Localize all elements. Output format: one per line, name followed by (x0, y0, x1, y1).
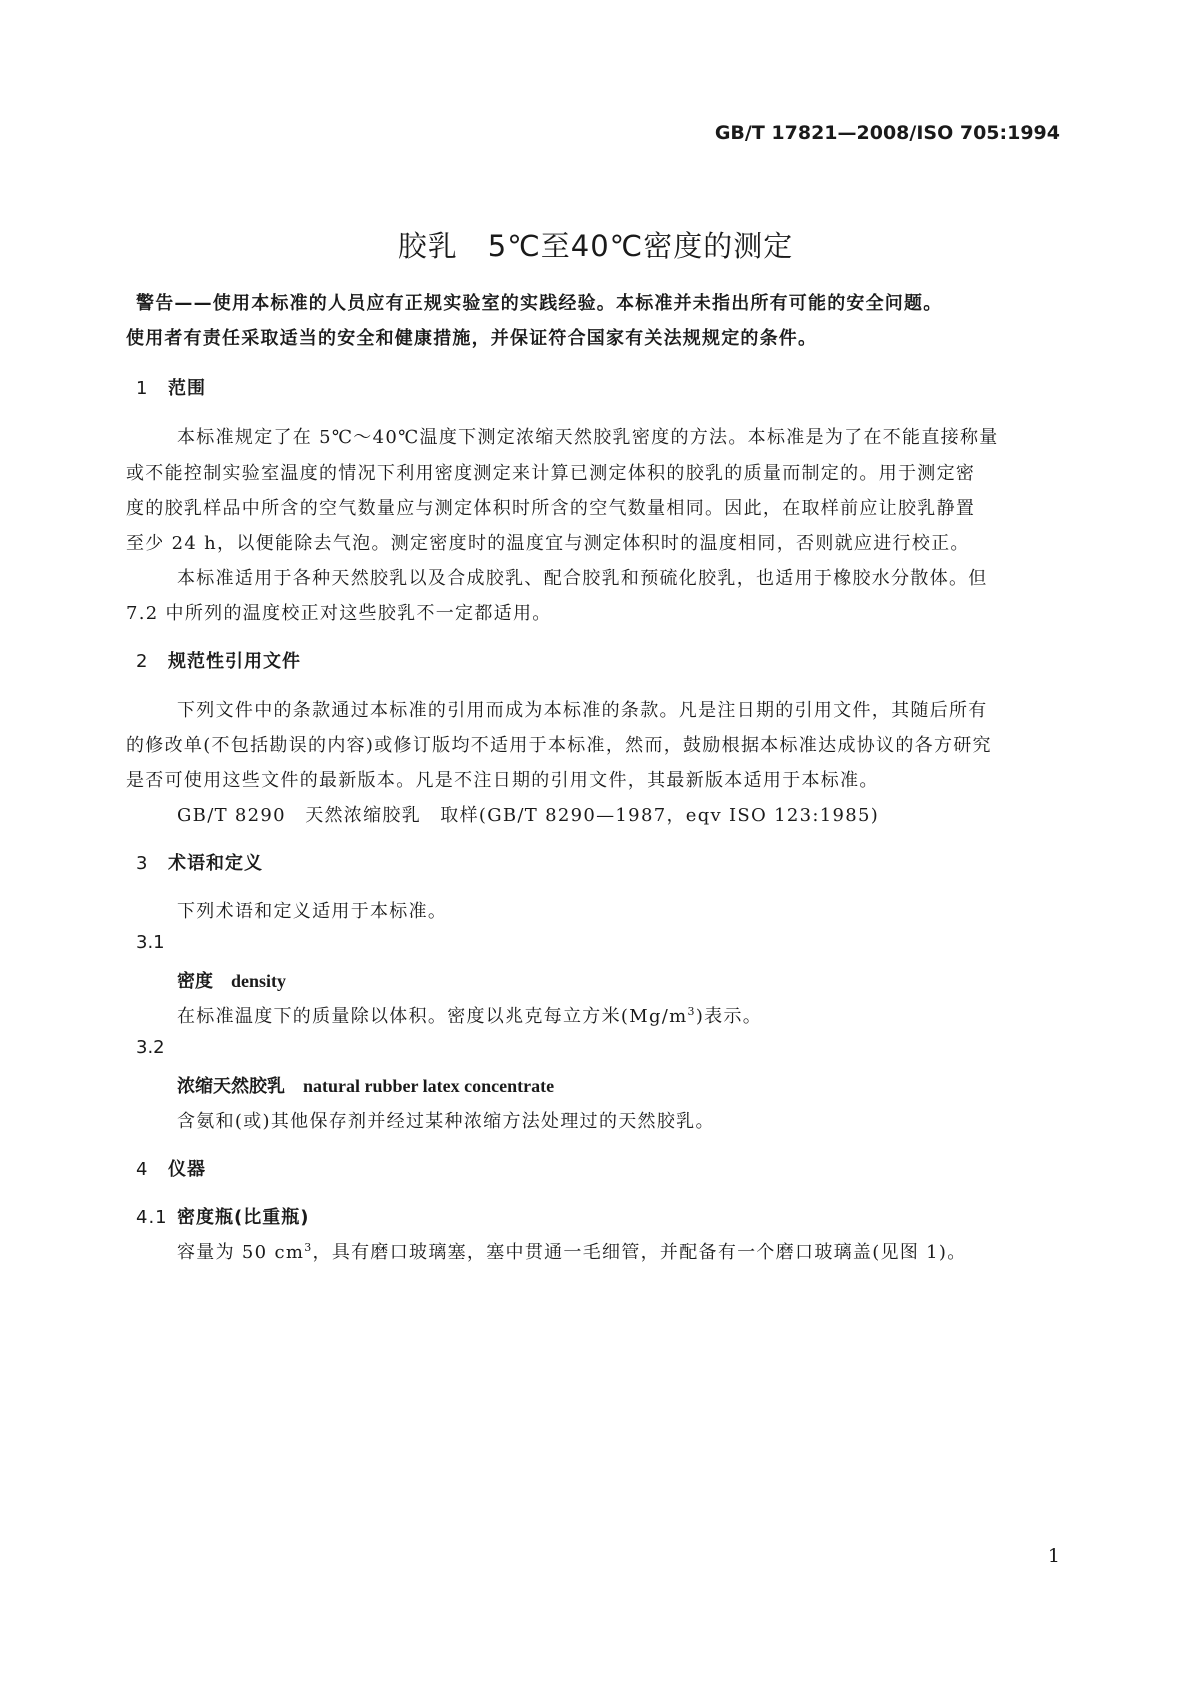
s1-p2-line-1: 本标准适用于各种天然胶乳以及合成胶乳、配合胶乳和预硫化胶乳，也适用于橡胶水分散体。但 (177, 568, 988, 589)
def-4-1-superscript: 3 (304, 1241, 313, 1254)
section-2-title: 规范性引用文件 (168, 651, 301, 672)
term-3-1 (177, 967, 286, 993)
term-3-2-definition: 含氨和(或)其他保存剂并经过某种浓缩方法处理过的天然胶乳。 (177, 1111, 715, 1132)
def-3-1-text-end: )表示。 (695, 1006, 763, 1027)
s2-p1-line-1: 下列文件中的条款通过本标准的引用而成为本标准的条款。凡是注日期的引用文件，其随后所有 (177, 700, 988, 721)
clause-4-1-title: 密度瓶(比重瓶) (177, 1207, 310, 1228)
clause-3-1-number: 3.1 (136, 932, 165, 953)
section-3-title: 术语和定义 (168, 853, 263, 874)
normative-reference: GB/T 8290 天然浓缩胶乳 取样(GB/T 8290—1987，eqv ISO 123:1985) (177, 805, 880, 826)
section-4-title: 仪器 (168, 1159, 206, 1180)
warning-line-2: 使用者有责任采取适当的安全和健康措施，并保证符合国家有关法规规定的条件。 (126, 328, 818, 349)
def-4-1-text: 容量为 50 cm (177, 1242, 305, 1263)
s2-p1-line-3: 是否可使用这些文件的最新版本。凡是不注日期的引用文件，其最新版本适用于本标准。 (126, 770, 879, 791)
clause-4-1-heading (136, 1203, 309, 1229)
term-3-1-en: density (231, 971, 287, 991)
section-4-number: 4 (136, 1159, 149, 1180)
s2-p1-line-2: 的修改单(不包括勘误的内容)或修订版均不适用于本标准，然而，鼓励根据本标准达成协议的各方研究 (126, 735, 992, 756)
s3-intro: 下列术语和定义适用于本标准。 (177, 901, 448, 922)
term-3-2-en: natural rubber latex concentrate (303, 1076, 555, 1096)
term-3-2 (177, 1072, 554, 1098)
s1-p1-line-1: 本标准规定了在 5℃～40℃温度下测定浓缩天然胶乳密度的方法。本标准是为了在不能直接称量 (177, 427, 999, 448)
page-number: 1 (1047, 1545, 1060, 1567)
clause-4-1-number: 4.1 (136, 1207, 168, 1228)
section-1-heading (136, 374, 206, 400)
section-4-heading (136, 1155, 206, 1181)
s1-p2-line-2: 7.2 中所列的温度校正对这些胶乳不一定都适用。 (126, 603, 552, 624)
section-1-number: 1 (136, 378, 149, 399)
term-3-2-zh: 浓缩天然胶乳 (177, 1076, 285, 1097)
def-3-1-superscript: 3 (687, 1005, 696, 1018)
section-2-number: 2 (136, 651, 149, 672)
warning-line-1: 警告——使用本标准的人员应有正规实验室的实践经验。本标准并未指出所有可能的安全问题。 (136, 293, 943, 314)
section-2-heading (136, 647, 301, 673)
term-3-1-zh: 密度 (177, 971, 213, 992)
s1-p1-line-2: 或不能控制实验室温度的情况下利用密度测定来计算已测定体积的胶乳的质量而制定的。用于测定密 (126, 463, 976, 484)
s1-p1-line-3: 度的胶乳样品中所含的空气数量应与测定体积时所含的空气数量相同。因此，在取样前应让胶乳静置 (126, 498, 976, 519)
def-4-1-text-end: ，具有磨口玻璃塞，塞中贯通一毛细管，并配备有一个磨口玻璃盖(见图 1)。 (312, 1242, 967, 1263)
def-3-1-text: 在标准温度下的质量除以体积。密度以兆克每立方米(Mg/m (177, 1006, 688, 1027)
document-title: 胶乳 5℃至40℃密度的测定 (397, 229, 794, 263)
term-3-1-definition (177, 1002, 1097, 1028)
s1-p1-line-4: 至少 24 h，以便能除去气泡。测定密度时的温度宜与测定体积时的温度相同，否则就应进行校正。 (126, 533, 970, 554)
section-1-title: 范围 (168, 378, 206, 399)
section-3-heading (136, 849, 263, 875)
clause-3-2-number: 3.2 (136, 1037, 165, 1058)
clause-4-1-definition (177, 1238, 1097, 1264)
section-3-number: 3 (136, 853, 149, 874)
standard-code: GB/T 17821—2008/ISO 705:1994 (714, 122, 1060, 144)
